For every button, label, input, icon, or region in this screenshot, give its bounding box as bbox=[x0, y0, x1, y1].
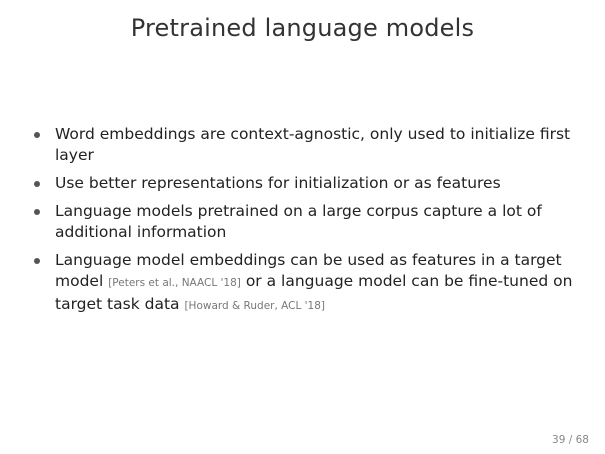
bullet-text: Use better representations for initialization or as features bbox=[55, 174, 501, 192]
citation-howard: [Howard & Ruder, ACL '18] bbox=[184, 300, 326, 312]
bullet-text: or a language model can be fine-tuned on target task data bbox=[55, 272, 573, 313]
citation-peters: [Peters et al., NAACL '18] bbox=[108, 277, 241, 289]
page-total: 68 bbox=[575, 434, 589, 446]
bullet-dot-icon bbox=[34, 209, 40, 215]
slide-title: Pretrained language models bbox=[130, 14, 475, 42]
bullet-text: Language model embeddings can be used as features in a target model bbox=[55, 251, 562, 290]
bullet-item bbox=[30, 173, 575, 194]
page-number bbox=[552, 434, 589, 446]
bullet-text: Language models pretrained on a large corpus capture a lot of additional information bbox=[55, 202, 542, 241]
bullet-item bbox=[30, 124, 575, 166]
page-current: 39 bbox=[552, 434, 566, 446]
bullet-dot-icon bbox=[34, 132, 40, 138]
bullet-dot-icon bbox=[34, 258, 40, 264]
bullet-dot-icon bbox=[34, 181, 40, 187]
bullet-list bbox=[30, 124, 575, 324]
page-separator: / bbox=[568, 434, 573, 446]
bullet-item bbox=[30, 250, 575, 317]
bullet-text: Word embeddings are context-agnostic, only used to initialize first layer bbox=[55, 125, 571, 164]
bullet-item bbox=[30, 201, 575, 243]
